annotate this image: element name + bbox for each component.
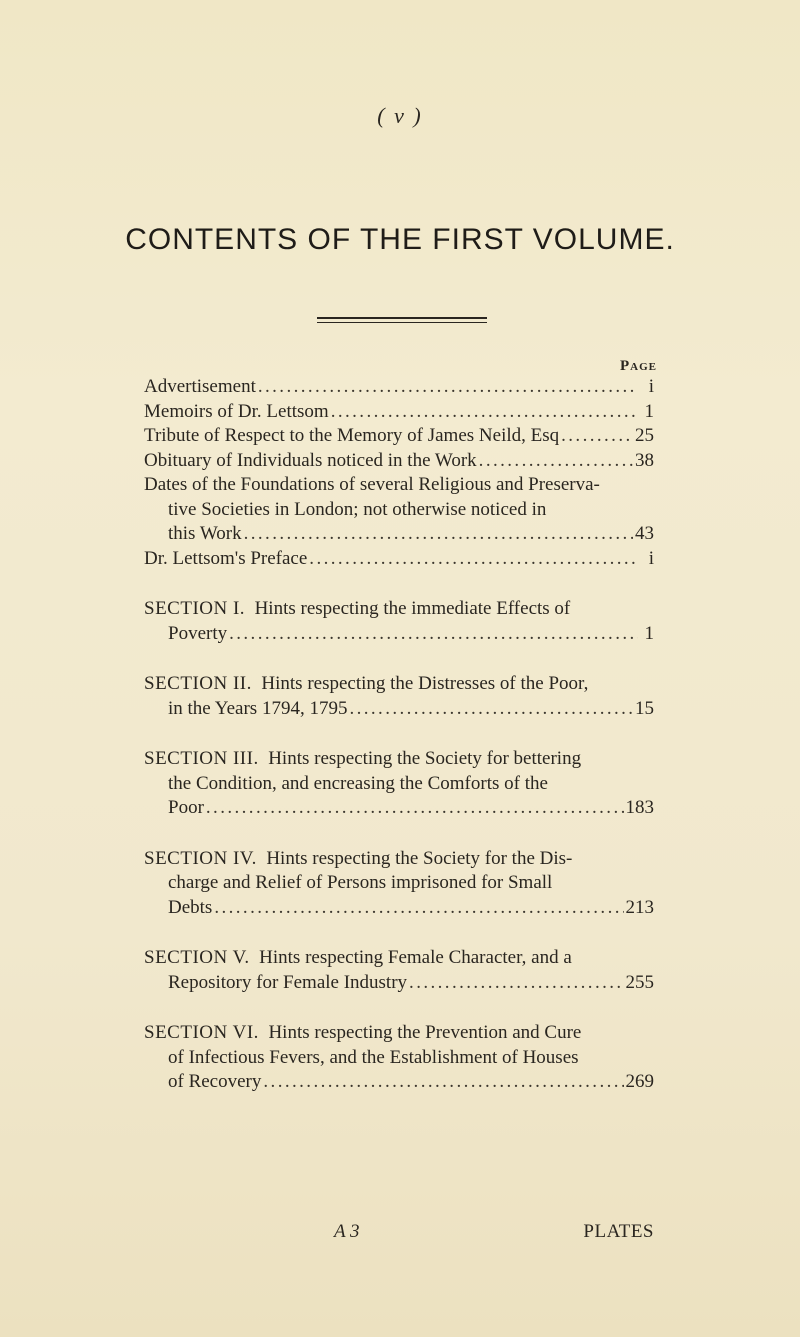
entry-page: 25 [635, 425, 654, 446]
leader-dots [214, 896, 623, 921]
title-rule [317, 317, 487, 323]
section-page: 269 [625, 1071, 654, 1092]
leader-dots [561, 424, 633, 449]
leader-dots [349, 697, 633, 722]
section-entry [144, 747, 654, 821]
section-title-line: Hints respecting the Prevention and Cure [268, 1022, 582, 1043]
leader-dots [263, 1070, 623, 1095]
contents-entry [144, 400, 654, 425]
entry-title: Dr. Lettsom's Preface [144, 547, 308, 569]
section-entry [144, 597, 654, 646]
section-page: 255 [625, 971, 654, 993]
catchword: PLATES [583, 1221, 654, 1242]
section-label: SECTION I. [144, 598, 246, 619]
section-label: SECTION VI. [144, 1022, 259, 1043]
entry-page: 43 [635, 523, 654, 544]
section-title-line: the Condition, and encreasing the Comforts of the [168, 772, 548, 794]
section-page: 213 [625, 896, 654, 918]
section-title-line: charge and Relief of Persons imprisoned for Small [168, 872, 553, 893]
entry-title: Advertisement [144, 376, 256, 397]
section-title-line: Hints respecting the immediate Effects of [254, 598, 571, 619]
section-title-line: Repository for Female Industry [168, 971, 408, 993]
section-page: 15 [635, 697, 654, 719]
leader-dots [309, 547, 638, 572]
entry-title: Tribute of Respect to the Memory of James Neild, Esq [144, 425, 560, 446]
section-title-line: in the Years 1794, 1795 [168, 697, 348, 719]
section-title-line: Debts [168, 896, 213, 918]
section-title-line: Hints respecting Female Character, and a [259, 947, 572, 968]
signature-mark: A 3 [334, 1221, 360, 1242]
entry-page: i [648, 547, 654, 569]
leader-dots [258, 375, 638, 400]
page-title: CONTENTS OF THE FIRST VOLUME. [125, 223, 675, 256]
section-label: SECTION IV. [144, 847, 257, 869]
entry-title-line: tive Societies in London; not otherwise noticed in [168, 498, 547, 520]
leader-dots [409, 971, 623, 996]
entry-title-line: this Work [168, 523, 242, 544]
section-entry [144, 672, 654, 721]
section-title-line: Poor [168, 797, 204, 818]
contents-entry [144, 547, 654, 572]
leader-dots [479, 449, 633, 474]
entry-title: Obituary of Individuals noticed in the Work [144, 449, 477, 471]
section-title-line: of Recovery [168, 1071, 262, 1092]
section-label: SECTION III. [144, 748, 259, 769]
entry-page: 38 [635, 449, 654, 471]
entry-page: i [648, 376, 654, 397]
entry-title-line: Dates of the Foundations of several Religious and Preserva- [144, 474, 600, 495]
entry-page: 1 [644, 400, 654, 422]
section-label: SECTION II. [144, 673, 252, 694]
leader-dots [244, 522, 633, 547]
section-entry [144, 847, 654, 921]
contents-entry [144, 424, 654, 449]
page-column-heading: Page [620, 358, 657, 374]
section-entry [144, 1021, 654, 1095]
section-title-line: Hints respecting the Society for bettering [268, 748, 582, 769]
section-page: 1 [644, 622, 654, 644]
section-page: 183 [625, 797, 654, 818]
section-label: SECTION V. [144, 947, 250, 968]
leader-dots [229, 622, 638, 647]
leader-dots [206, 796, 624, 821]
contents-list [144, 375, 654, 1095]
section-title-line: of Infectious Fevers, and the Establishment of Houses [168, 1046, 579, 1068]
entry-title: Memoirs of Dr. Lettsom [144, 400, 329, 422]
contents-entry [144, 473, 654, 547]
section-title-line: Hints respecting the Society for the Dis- [266, 847, 573, 869]
section-entry [144, 946, 654, 995]
contents-entry [144, 449, 654, 474]
section-title-line: Poverty [168, 622, 228, 644]
leader-dots [331, 400, 638, 425]
section-title-line: Hints respecting the Distresses of the Poor, [261, 673, 589, 694]
page-folio: ( v ) [377, 103, 423, 128]
contents-entry [144, 375, 654, 400]
